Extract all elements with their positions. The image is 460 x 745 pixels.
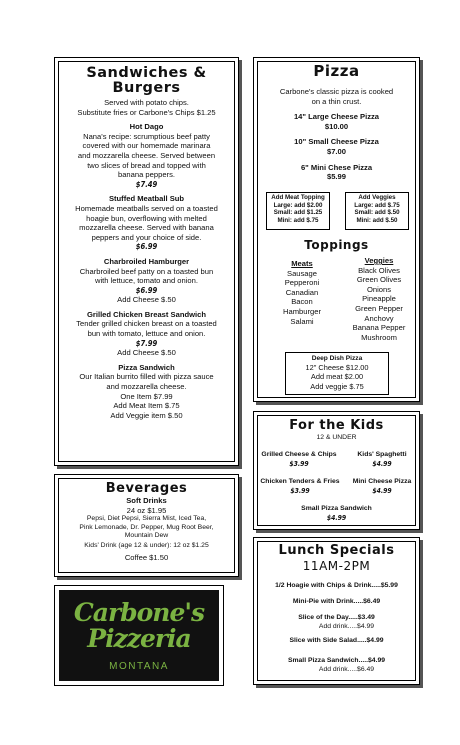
kids-item-name: Small Pizza Sandwich (301, 505, 372, 512)
meat-item: Pepperoni (284, 278, 320, 288)
meats-list (268, 259, 336, 326)
menu-item-extra: Add Cheese $.50 (117, 348, 176, 358)
sandwiches-substitute: Substitute fries or Carbone's Chips $1.25 (77, 107, 216, 117)
lunch-section (253, 537, 420, 685)
menu-item-desc: Our Italian burrito filled with pizza sauce (79, 372, 214, 382)
veggie-item: Banana Pepper (352, 323, 406, 333)
soft-drinks-label: Soft Drinks (126, 496, 167, 505)
kids-title: For the Kids (289, 418, 384, 433)
soft-drinks-size: 24 oz $1.95 (126, 505, 167, 515)
pizza-size-name: 6" Mini Chese Pizza (300, 162, 373, 172)
lunch-item: 1/2 Hoagie with Chips & Drink.....$5.99 (275, 582, 398, 589)
veggie-item: Anchovy (364, 313, 394, 323)
logo (54, 585, 224, 686)
kids-subtitle: 12 & UNDER (316, 434, 357, 441)
pizza-title: Pizza (313, 62, 360, 80)
veggies-title: Veggies (364, 256, 394, 265)
soft-drinks-list: Pepsi, Diet Pepsi, Sierra Mist, Iced Tea, (86, 515, 207, 523)
menu-item-desc: Charbroiled beef patty on a toasted bun (79, 266, 214, 276)
veggies-list (342, 256, 416, 342)
pizza-size-price: $7.00 (326, 146, 346, 156)
lunch-item-sub: Add drink.....$6.49 (318, 666, 375, 673)
menu-item-desc: with lettuce, tomato and onion. (94, 276, 198, 286)
pizza-size-price: $5.99 (326, 172, 346, 182)
veggie-item: Pineapple (362, 294, 396, 304)
meat-item: Hamburger (283, 306, 321, 316)
menu-item-desc: Nana's recipe: scrumptious beef patty (83, 131, 210, 141)
lunch-item: Small Pizza Sandwich.....$4.99 (287, 657, 386, 664)
menu-item-desc: hoagie bun, overflowing with melted (86, 213, 207, 223)
kids-item-price: $3.99 (290, 486, 310, 495)
add-meat-title: Add Meat Topping (271, 194, 325, 201)
kids-item (254, 505, 419, 522)
kids-item-price: $4.99 (372, 486, 392, 495)
meat-item: Salami (290, 316, 314, 326)
veggie-item: Black Olives (358, 265, 400, 275)
pizza-section (253, 57, 420, 402)
menu-item-desc: banana peppers. (117, 170, 175, 180)
menu-item-desc: Tender grilled chicken breast on a toasted (76, 319, 217, 329)
kids-item-price: $3.99 (289, 459, 309, 468)
meat-item: Bacon (291, 297, 313, 307)
beverages-section (54, 474, 239, 577)
menu-item-name: Hot Dago (129, 122, 164, 132)
kids-item (346, 478, 418, 495)
menu-item-name: Pizza Sandwich (118, 362, 175, 372)
kids-item-name: Kids' Spaghetti (357, 451, 407, 458)
deep-dish-price: Add veggie $.75 (310, 381, 364, 391)
menu-item-desc: two slices of bread and topped with (87, 160, 206, 170)
add-veggies-title: Add Veggies (358, 194, 396, 201)
menu-item-desc: peppers and your choice of side. (91, 232, 202, 242)
add-veggies-box (345, 192, 409, 230)
deep-dish-price: Add meat $2.00 (310, 372, 364, 382)
menu-item-option: Add Veggie item $.50 (110, 410, 183, 420)
lunch-item: Mini-Pie with Drink.....$6.49 (292, 598, 381, 605)
add-veggies-price: Mini: add $.50 (356, 216, 398, 224)
veggie-item: Mushroom (361, 332, 397, 342)
lunch-item: Slice of the Day.....$3.49 (298, 614, 375, 621)
lunch-item-sub: Add drink.....$4.99 (318, 623, 375, 630)
menu-item-desc: and mozzarella cheese. (106, 382, 187, 392)
sandwiches-title-line1: Sandwiches & (86, 65, 207, 81)
kids-item-price: $4.99 (372, 459, 392, 468)
deep-dish-title: Deep Dish Pizza (311, 355, 363, 362)
kids-item (257, 478, 343, 495)
kids-item-name: Grilled Cheese & Chips (261, 451, 337, 458)
pizza-intro: on a thin crust. (311, 96, 362, 106)
lunch-title: Lunch Specials (278, 543, 395, 558)
add-meat-price: Large: add $2.00 (273, 201, 323, 209)
menu-item-price: $7.49 (135, 179, 158, 189)
toppings-title: Toppings (304, 238, 369, 252)
pizza-size-name: 10" Small Cheese Pizza (294, 137, 379, 147)
menu-item-desc: Homemade meatballs served on a toasted (75, 203, 218, 213)
add-meat-price: Small: add $1.25 (273, 209, 323, 217)
logo-line2: Pizzeria (87, 624, 191, 653)
sandwiches-section (54, 57, 239, 466)
meats-title: Meats (291, 259, 313, 268)
menu-item-name: Stuffed Meatball Sub (108, 194, 185, 204)
soft-drinks-list: Mountain Dew (124, 532, 169, 540)
deep-dish-price: 12" Cheese $12.00 (305, 363, 369, 373)
menu-item-desc: and mozzarella cheese. Served between (77, 150, 216, 160)
lunch-hours: 11AM-2PM (302, 559, 371, 573)
menu-item-desc: mozzarella cheese. Served with banana (79, 223, 214, 233)
kids-drink: Kids' Drink (age 12 & under): 12 oz $1.25 (84, 541, 209, 549)
pizza-intro: Carbone's classic pizza is cooked (279, 87, 394, 96)
kids-item (346, 451, 418, 468)
kids-section (253, 411, 420, 530)
menu-item-extra: Add Cheese $.50 (117, 295, 176, 305)
menu-item-price: $7.99 (135, 338, 158, 348)
menu-item-desc: bun with tomato, lettuce and onion. (87, 329, 206, 339)
menu-item-option: One Item $7.99 (120, 391, 173, 401)
veggie-item: Onions (366, 284, 392, 294)
veggie-item: Green Olives (356, 275, 402, 285)
kids-item-name: Chicken Tenders & Fries (260, 478, 340, 485)
veggie-item: Green Pepper (355, 303, 403, 313)
menu-item-name: Grilled Chicken Breast Sandwich (86, 309, 206, 319)
logo-line1: Carbone's (73, 598, 205, 627)
logo-line3: MONTANA (109, 661, 169, 672)
sandwiches-intro: Served with potato chips. (104, 98, 189, 107)
pizza-size-price: $10.00 (324, 121, 349, 131)
pizza-size-name: 14" Large Cheese Pizza (293, 112, 380, 122)
sandwiches-title-line2: Burgers (112, 80, 181, 96)
add-veggies-price: Small: add $.50 (354, 209, 400, 217)
menu-item-name: Charbroiled Hamburger (103, 256, 190, 266)
add-meat-box (266, 192, 330, 230)
menu-item-price: $6.99 (135, 285, 158, 295)
add-veggies-price: Large: add $.75 (354, 201, 400, 209)
kids-item-name: Mini Cheese Pizza (352, 478, 412, 485)
menu-item-price: $6.99 (135, 242, 158, 252)
menu-item-option: Add Meat Item $.75 (113, 401, 180, 411)
soft-drinks-list: Pink Lemonade, Dr. Pepper, Mug Root Beer, (79, 523, 214, 531)
beverages-title: Beverages (105, 481, 188, 496)
add-meat-price: Mini: add $.75 (277, 216, 319, 224)
menu-item-desc: covered with our homemade marinara (82, 141, 211, 151)
coffee: Coffee $1.50 (124, 553, 169, 563)
kids-item (259, 451, 339, 468)
lunch-item: Slice with Side Salad.....$4.99 (289, 637, 384, 644)
meat-item: Sausage (287, 268, 317, 278)
kids-item-price: $4.99 (326, 513, 347, 522)
deep-dish-box (285, 352, 389, 395)
meat-item: Canadian (285, 287, 319, 297)
